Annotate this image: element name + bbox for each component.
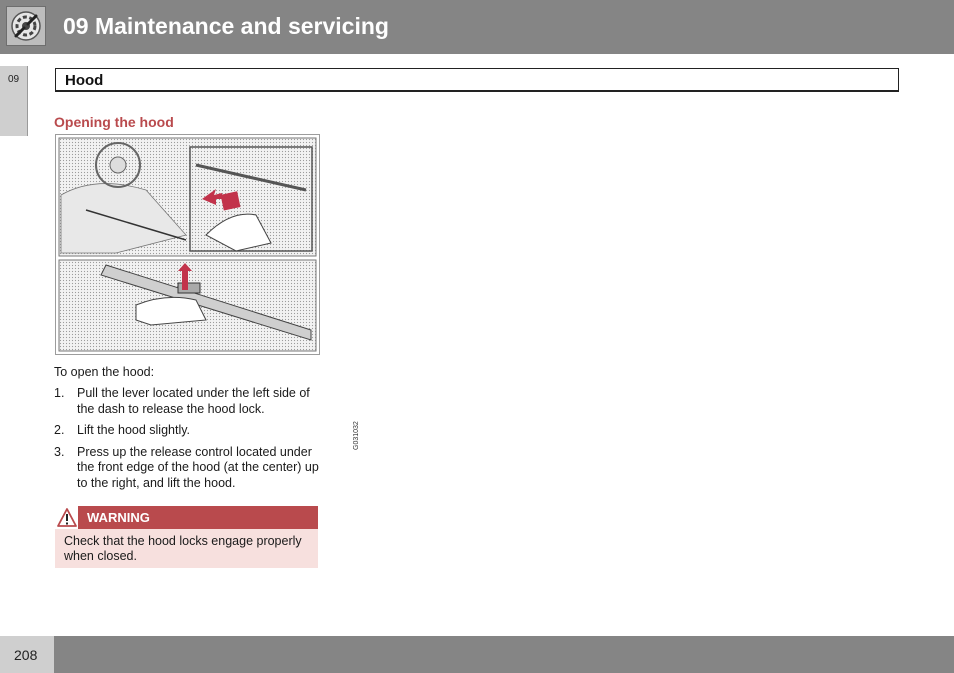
warning-label: WARNING	[87, 510, 150, 525]
warning-triangle-icon	[55, 506, 78, 529]
step-number: 3.	[54, 444, 65, 459]
step-number: 1.	[54, 386, 65, 400]
warning-text: Check that the hood locks engage properly when closed.	[55, 529, 318, 568]
section-title: Hood	[65, 72, 104, 89]
subheading: Opening the hood	[54, 114, 174, 130]
chapter-title: 09 Maintenance and servicing	[63, 13, 389, 39]
step-text: Lift the hood slightly.	[77, 423, 191, 438]
step-number: 2.	[54, 423, 65, 438]
page-number: 208	[14, 647, 38, 663]
steps-list	[54, 386, 322, 498]
intro-text: To open the hood:	[54, 365, 155, 379]
list-item	[54, 386, 322, 417]
list-item	[54, 445, 322, 492]
chapter-tab	[0, 66, 28, 136]
wrench-gear-icon	[6, 6, 46, 46]
chapter-tab-label: 09	[8, 74, 20, 85]
warning-box	[55, 506, 318, 568]
step-text: Press up the release control located under the front edge of the hood (at the center) up to the right, and lift the hood.	[77, 444, 319, 490]
page-number-box	[0, 636, 54, 673]
step-text: Pull the lever located under the left side of the dash to release the hood lock.	[77, 386, 310, 416]
warning-header	[55, 506, 318, 529]
page-footer	[0, 636, 954, 673]
list-item	[54, 423, 322, 439]
page-header	[0, 0, 954, 54]
figure-code: G031032	[353, 421, 360, 450]
section-header	[55, 68, 899, 92]
